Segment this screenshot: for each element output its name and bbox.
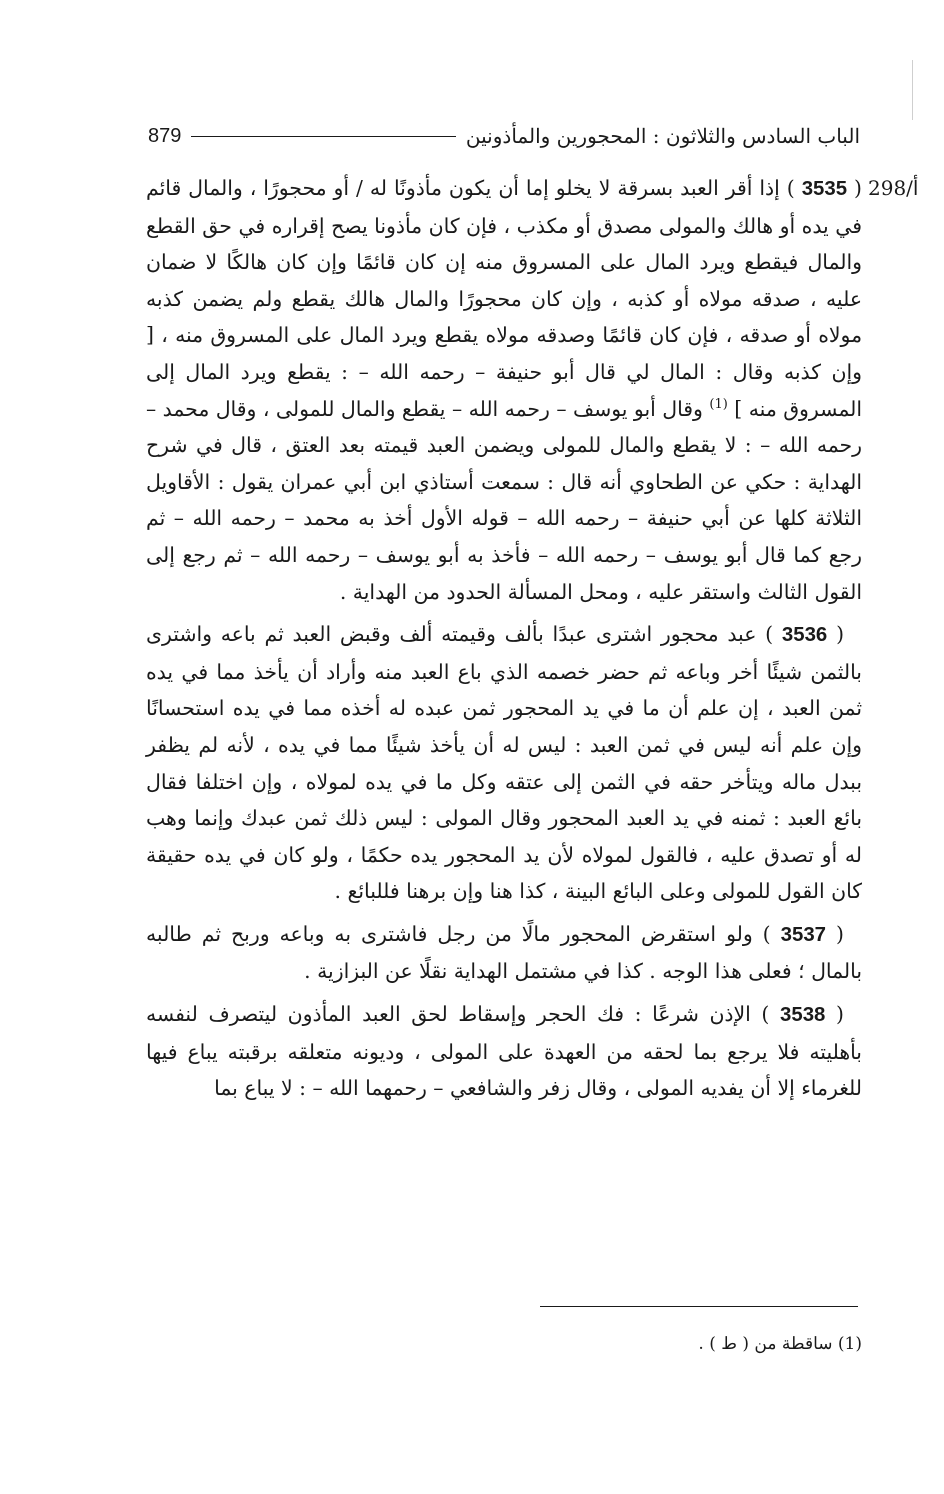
paragraph-text: ) الإذن شرعًا : فك الحجر وإسقاط لحق العبد المأذون ليتصرف لنفسه بأهليته فلا يرجع بما لحقه من العهدة على المولى ، وديونه متعلقه برقبته يباع فيها للغرماء إلا أن يفديه المولى ، وقال زفر والشافعي – رحمهما الله – : لا يباع بما <box>146 1002 862 1101</box>
paragraph-3538: ( 3538 ) الإذن شرعًا : فك الحجر وإسقاط لحق العبد المأذون ليتصرف لنفسه بأهليته فلا يرجع بما لحقه من العهدة على المولى ، وديونه متعلقه برقبته يباع فيها للغرماء إلا أن يفديه المولى ، وقال زفر والشافعي – رحمهما الله – : لا يباع بما <box>146 1002 862 1101</box>
page-edge-mark <box>912 60 913 120</box>
paragraph-3536: ( 3536 ) عبد محجور اشترى عبدًا بألف وقيمته ألف وقبض العبد ثم باعه واشترى بالثمن شيئًا أخر وباعه ثم حضر خصمه الذي باع العبد منه وأراد أن يأخذ مما في يده ثمن العبد ، إن علم أن ما في يد المحجور ثمن عبده له أخذه مما في يده استحسانًا وإن علم أنه ليس في ثمن العبد : ليس له أن يأخذ شيئًا مما في يده ، لأنه لم يظفر ببدل ماله ويتأخر حقه في الثمن إلى عتقه وكل ما في يده لمولاه ، وإن اختلفا فقال بائع العبد : ثمنه في يد العبد المحجور وقال المولى : ليس ذلك ثمن عبدك وإنما وهب له أو تصدق عليه ، فالقول لمولاه لأن يد المحجور يده حكمًا ، ولو كان في يده حقيقة كان القول للمولى وعلى البائع البينة ، كذا هنا وإن برهنا فللبائع . <box>146 622 862 904</box>
running-header <box>148 118 860 154</box>
paragraph-text-continued: وقال أبو يوسف – رحمه الله – يقطع والمال للمولى ، وقال محمد – رحمه الله – : لا يقطع والمال للمولى ويضمن العبد قيمته بعد العتق ، قال في شرح الهداية : حكي عن الطحاوي أنه قال : سمعت أستاذي ابن أبي عمران يقول : الأقاويل الثلاثة كلها عن أبي حنيفة – رحمه الله – قوله الأول أخذ به محمد – رحمه الله – ثم رجع كما قال أبو يوسف – رحمه الله – فأخذ به أبو يوسف – رحمه الله – ثم رجع إلى القول الثالث واستقر عليه ، ومحل المسألة الحدود من الهداية . <box>146 396 862 604</box>
footnote-separator <box>540 1306 858 1307</box>
paragraph-3535: ( 3535 ) إذا أقر العبد بسرقة لا يخلو إما أن يكون مأذونًا له / أو محجورًا ، والمال قائم في يده أو هالك والمولى مصدق أو مكذب ، فإن كان مأذونا يصح إقراره في حق القطع والمال فيقطع ويرد المال على المسروق منه إن كان قائمًا وإن كان هالكًا لا ضمان عليه ، صدقه مولاه أو كذبه ، وإن كان محجورًا والمال هالك يقطع ولم يضمن كذبه مولاه أو صدقه ، فإن كان قائمًا وصدقه مولاه يقطع ويرد المال على المسروق منه ، [ وإن كذبه وقال : المال لي قال أبو حنيفة – رحمه الله – : يقطع ويرد المال إلى المسروق منه ] $^{(1)}$ وقال أبو يوسف – رحمه الله – يقطع والمال للمولى ، وقال محمد – رحمه الله – : لا يقطع والمال للمولى ويضمن العبد قيمته بعد العتق ، قال في شرح الهداية : حكي عن الطحاوي أنه قال : سمعت أستاذي ابن أبي عمران يقول : الأقاويل الثلاثة كلها عن أبي حنيفة – رحمه الله – قوله الأول أخذ به محمد – رحمه الله – ثم رجع كما قال أبو يوسف – رحمه الله – فأخذ به أبو يوسف – رحمه الله – ثم رجع إلى القول الثالث واستقر عليه ، ومحل المسألة الحدود من الهداية . <box>146 176 863 604</box>
margin-folio-note: 298/أ <box>868 176 919 200</box>
paragraph-text: ) عبد محجور اشترى عبدًا بألف وقيمته ألف وقبض العبد ثم باعه واشترى بالثمن شيئًا أخر وباعه ثم حضر خصمه الذي باع العبد منه وأراد أن يأخذ مما في يده ثمن العبد ، إن علم أن ما في يد المحجور ثمن عبده له أخذه مما في يده استحسانًا وإن علم أنه ليس في ثمن العبد : ليس له أن يأخذ شيئًا مما في يده ، لأنه لم يظفر ببدل ماله ويتأخر حقه في الثمن إلى عتقه وكل ما في يده لمولاه ، وإن اختلفا فقال بائع العبد : ثمنه في يد العبد المحجور وقال المولى : ليس ذلك ثمن عبدك وإنما وهب له أو تصدق عليه ، فالقول لمولاه لأن يد المحجور يده حكمًا ، ولو كان في يده حقيقة كان القول للمولى وعلى البائع البينة ، كذا هنا وإن برهنا فللبائع . <box>146 622 862 904</box>
paragraph-number: 3535 <box>801 178 848 200</box>
footnote-reference: (1) <box>709 396 728 412</box>
footnote: (1) ساقطة من ( ط ) . <box>698 1334 862 1354</box>
paragraph-text: ) إذا أقر العبد بسرقة لا يخلو إما أن يكون مأذونًا له / أو محجورًا ، والمال قائم في يده أو هالك والمولى مصدق أو مكذب ، فإن كان مأذونا يصح إقراره في حق القطع والمال فيقطع ويرد المال على المسروق منه إن كان قائمًا وإن كان هالكًا لا ضمان عليه ، صدقه مولاه أو كذبه ، وإن كان محجورًا والمال هالك يقطع ولم يضمن كذبه مولاه أو صدقه ، فإن كان قائمًا وصدقه مولاه يقطع ويرد المال على المسروق منه ، [ وإن كذبه وقال : المال لي قال أبو حنيفة – رحمه الله – : يقطع ويرد المال إلى المسروق منه ] <box>146 176 863 421</box>
paragraph-text: ) ولو استقرض المحجور مالًا من رجل فاشترى به وباعه وربح ثم طالبه بالمال ؛ فعلى هذا الوجه . كذا في مشتمل الهداية نقلًا عن البزازية . <box>146 921 862 984</box>
running-title: الباب السادس والثلاثون : المحجورين والمأذونين <box>465 124 860 148</box>
paragraph-number: 3536 <box>781 624 828 647</box>
body-text <box>146 170 862 1107</box>
paragraph-number: 3538 <box>780 1004 826 1027</box>
page-number: 879 <box>148 124 182 147</box>
paragraph-3537: ( 3537 ) ولو استقرض المحجور مالًا من رجل فاشترى به وباعه وربح ثم طالبه بالمال ؛ فعلى هذا الوجه . كذا في مشتمل الهداية نقلًا عن البزازية . <box>146 921 862 984</box>
header-rule <box>191 136 456 137</box>
paragraph-number: 3537 <box>780 923 827 946</box>
